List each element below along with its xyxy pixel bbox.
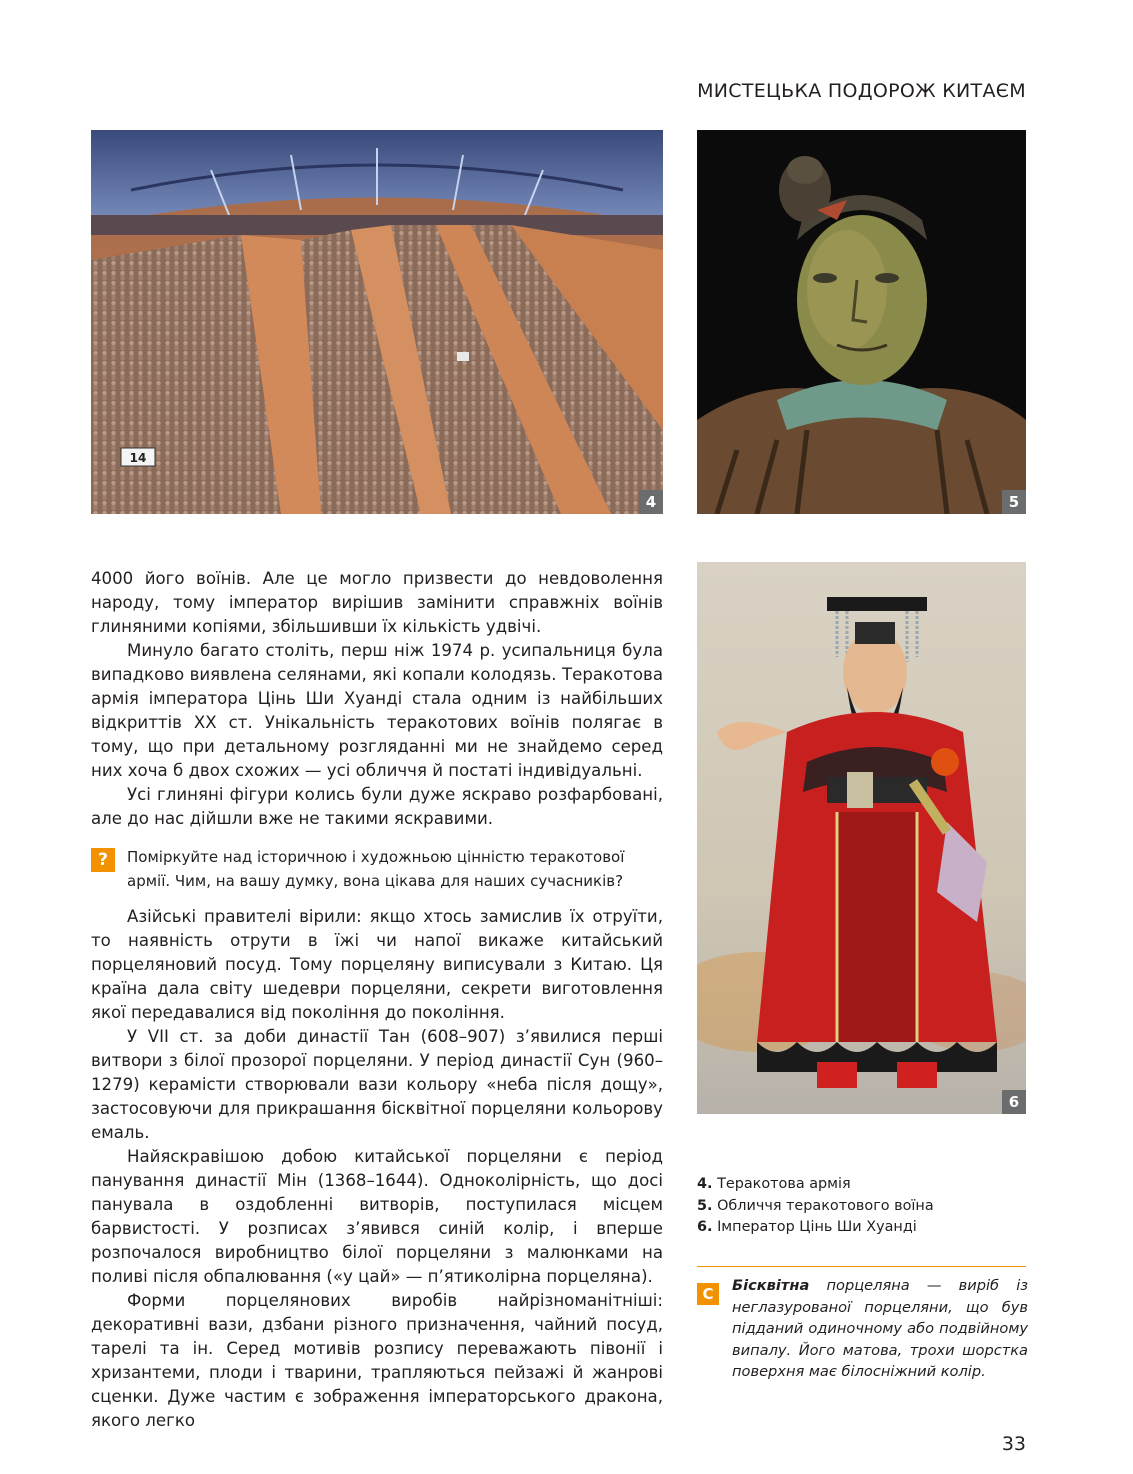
pit-marker-label: 14 xyxy=(129,451,147,465)
question-text: Поміркуйте над історичною і художньою цінністю теракотової армії. Чим, на вашу думку, вона цікава для наших сучасників? xyxy=(127,848,625,890)
caption-5: 5. Обличчя теракотового воїна xyxy=(697,1197,934,1214)
paragraph: Минуло багато століть, перш ніж 1974 р. усипальниця була випадково виявлена селянами, які копали колодязь. Теракотова армія імператора Цінь Ши Хуанді стала одним із найбільших відкриттів XX ст. Унікальність теракотових воїнів полягає в тому, що при детальному розгляданні ми не знайдемо серед них хоча б двох схожих — усі обличчя й постаті індивідуальні. xyxy=(91,641,663,780)
paragraph: Усі глиняні фігури колись були дуже яскраво розфарбовані, але до нас дійшли вже не такими яскравими. xyxy=(91,785,663,828)
question-icon: ? xyxy=(91,848,115,872)
paragraph: 4000 його воїнів. Але це могло призвести до невдоволення народу, тому імператор вирішив замінити справжніх воїнів глиняними копіями, збільшивши їх кількість удвічі. xyxy=(91,569,663,636)
main-text-upper xyxy=(91,567,663,831)
question-box xyxy=(91,845,663,893)
photo-number-badge: 4 xyxy=(639,490,663,514)
glossary-icon: С xyxy=(697,1283,719,1305)
photo-number-badge: 5 xyxy=(1002,490,1026,514)
photo-terracotta-army xyxy=(91,130,663,514)
figure-captions xyxy=(697,1174,1027,1239)
caption-4: 4. Теракотова армія xyxy=(697,1176,851,1192)
paragraph: Азійські правителі вірили: якщо хтось замислив їх отруїти, то наявність отрути в їжі чи напої викаже китайський порцеляновий посуд. Тому порцеляну виписували з Китаю. Ця країна дала світу шедеври порцеляни, секрети виготовлення якої передавалися від покоління до покоління. xyxy=(91,907,663,1022)
paragraph: Найяскравішою добою китайської порцеляни є період панування династії Мін (1368–1644). Одноколірність, що досі панувала в оздобленні витворів, поступилася місцем барвистості. У розписах з’явився синій колір, і вперше розпочалося виробництво білої порцеляни з малюнками на поливі після обпалювання («у цай» — п’ятиколірна порцеляна). xyxy=(91,1147,663,1286)
photo-warrior-face xyxy=(697,130,1026,514)
glossary-divider xyxy=(697,1266,1026,1267)
photo-number-badge: 6 xyxy=(1002,1090,1026,1114)
glossary-term: Бісквітна xyxy=(732,1277,810,1294)
caption-6: 6. Імператор Цінь Ши Хуанді xyxy=(697,1219,917,1235)
page-number: 33 xyxy=(1001,1433,1026,1455)
photo-emperor-painting xyxy=(697,562,1026,1114)
running-header: МИСТЕЦЬКА ПОДОРОЖ КИТАЄМ xyxy=(697,80,1026,102)
main-text-lower xyxy=(91,905,663,1433)
paragraph: У VII ст. за доби династії Тан (608–907) з’явилися перші витвори з білої прозорої порцеляни. У період династії Сун (960–1279) керамісти створювали вази кольору «неба після дощу», застосовуючи для прикрашання бісквітної порцеляни кольорову емаль. xyxy=(91,1027,663,1142)
paragraph: Форми порцелянових виробів найрізноманітніші: декоративні вази, дзбани різного призначення, чайний посуд, тарелі та ін. Серед мотивів розпису переважають півонії і хризантеми, плоди і тварини, трапляються пейзажі й жанрові сценки. Дуже частим є зображення імператорського дракона, якого легко xyxy=(91,1291,663,1430)
glossary-definition: Бісквітна порцеляна — виріб із неглазурованої порцеляни, що був підданий одиночному або подвійному випалу. Його матова, трохи шорстка поверхня має білосніжний колір. xyxy=(732,1277,1029,1381)
